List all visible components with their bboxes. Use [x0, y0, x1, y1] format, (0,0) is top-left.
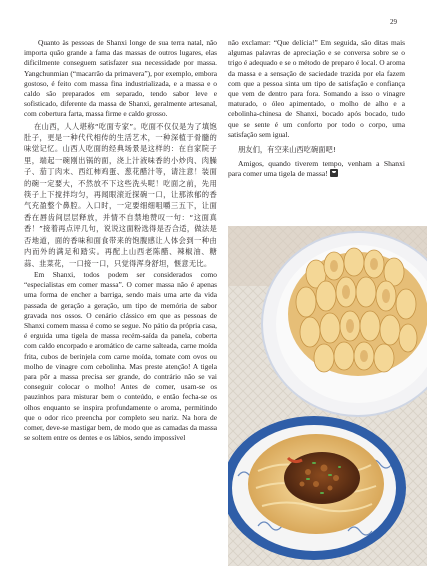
food-photo — [228, 226, 427, 566]
right-column — [228, 38, 405, 180]
paragraph-pt-continuation: não exclamar: “Que delícia!” Em seguida, são ditas mais algumas palavras de apreciação e se conversa sobre se o trigo é adequado e se o método de preparo é local. O aroma da massa e a sensação de saciedade trazida por ela fazem com que a pessoa sinta um tipo de satisfação e confiança que vem de dentro para fora. Somando a isso o vinagre maturado, o óleo apimentado, o molho de alho e a cebolinha-chinesa de Shanxi, bocado após bocado, tudo que se sente é um conforto por todo o corpo, uma satisfação sem igual. — [228, 38, 405, 139]
smiling-face-icon — [330, 169, 338, 177]
closing-zh: 朋友们，有空来山西吃碗面吧! — [238, 145, 336, 155]
paragraph-zh-experts: 在山西，人人堪称“吃面专家”。吃面不仅仅是为了填饱肚子，更是一种代代相传的生活艺术，一种深植于骨髓的味觉记忆。山西人吃面的经典场景是这样的：在自家院子里，端起一碗刚出锅的面，浇上汁液味香的小炒肉、肉臊子、茄丁肉末、西红柿鸡蛋、葱花醋汁等，请注意！装面的碗一定要大，不然放不下这些洗头呢！吃面之前，先用筷子上下搅拌均匀，再闻眼滚近探碗一口，让那浓郁的香气充盈整个鼻腔。入口时，一定要细细咀嚼三五下，让面香在唇齿间层层释放，并情不自禁地赞叹一句：“这面真香！”接着再点评几句，说说这面粉选得是否合适，做法是否地道，面的香味和面食带来的饱腹感让人体会到一种由内而外的满足和踏实。再配上山西老陈醋、辣椒油、糖蒜、韭菜花，一口接一口，只觉得浑身舒坦，惬意无比。 — [24, 121, 217, 268]
left-column — [24, 38, 217, 444]
paragraph-pt-intro: Quanto às pessoas de Shanxi longe de sua terra natal, não importa quão grande a fama das massas de outros lugares, elas dificilmente conseguem satisfazer sua necessidade por massa. Yangchunmian (“macarrão da primavera”), por exemplo, embora gostoso, é feito com massa fina industrializada, e a massa e o caldo são preparados em separado, tendo sabor leve e sofisticado, diferente da massa de Shanxi, geralmente artesanal, com cobertura farta, massa firme e caldo grosso. — [24, 38, 217, 119]
paragraph-pt-experts: Em Shanxi, todos podem ser considerados como “especialistas em comer massa”. O comer massa não é apenas uma forma de encher a barriga, sendo mais uma arte da vida passada de geração a geração, um tipo de memória de sabor gravada nos ossos. O cenário clássico em que as pessoas de Shanxi comem massa é como se segue. No pátio da própria casa, é erguida uma tigela de massa recém-saída da panela, coberta com caldo encorpado e aromático de carne salteada, carne moída frita, cubos de berinjela com carne moída, tomate com ovos ou molho de vinagre com cebolinha. Mas preste atenção! A tigela para pôr a massa precisa ser grande, do contrário não se vai conseguir colocar o molho! Antes de comer, usam-se os pauzinhos para misturar bem o conteúdo, e então fecha-se os olhos enquanto se inspira profundamente o aroma, permitindo que o odor rico preencha por completo seu nariz. Na hora de comer, deve-se mastigar bem, de modo que as camadas da massa se soltem entre os dentes e os lábios, sendo impossível — [24, 269, 217, 443]
food-photo-illustration — [228, 226, 427, 566]
page-number: 29 — [390, 18, 397, 26]
closing-pt-wrap — [228, 159, 405, 180]
closing-pt: Amigos, quando tiverem tempo, venham a Shanxi para comer uma tigela de massa! — [228, 159, 405, 179]
